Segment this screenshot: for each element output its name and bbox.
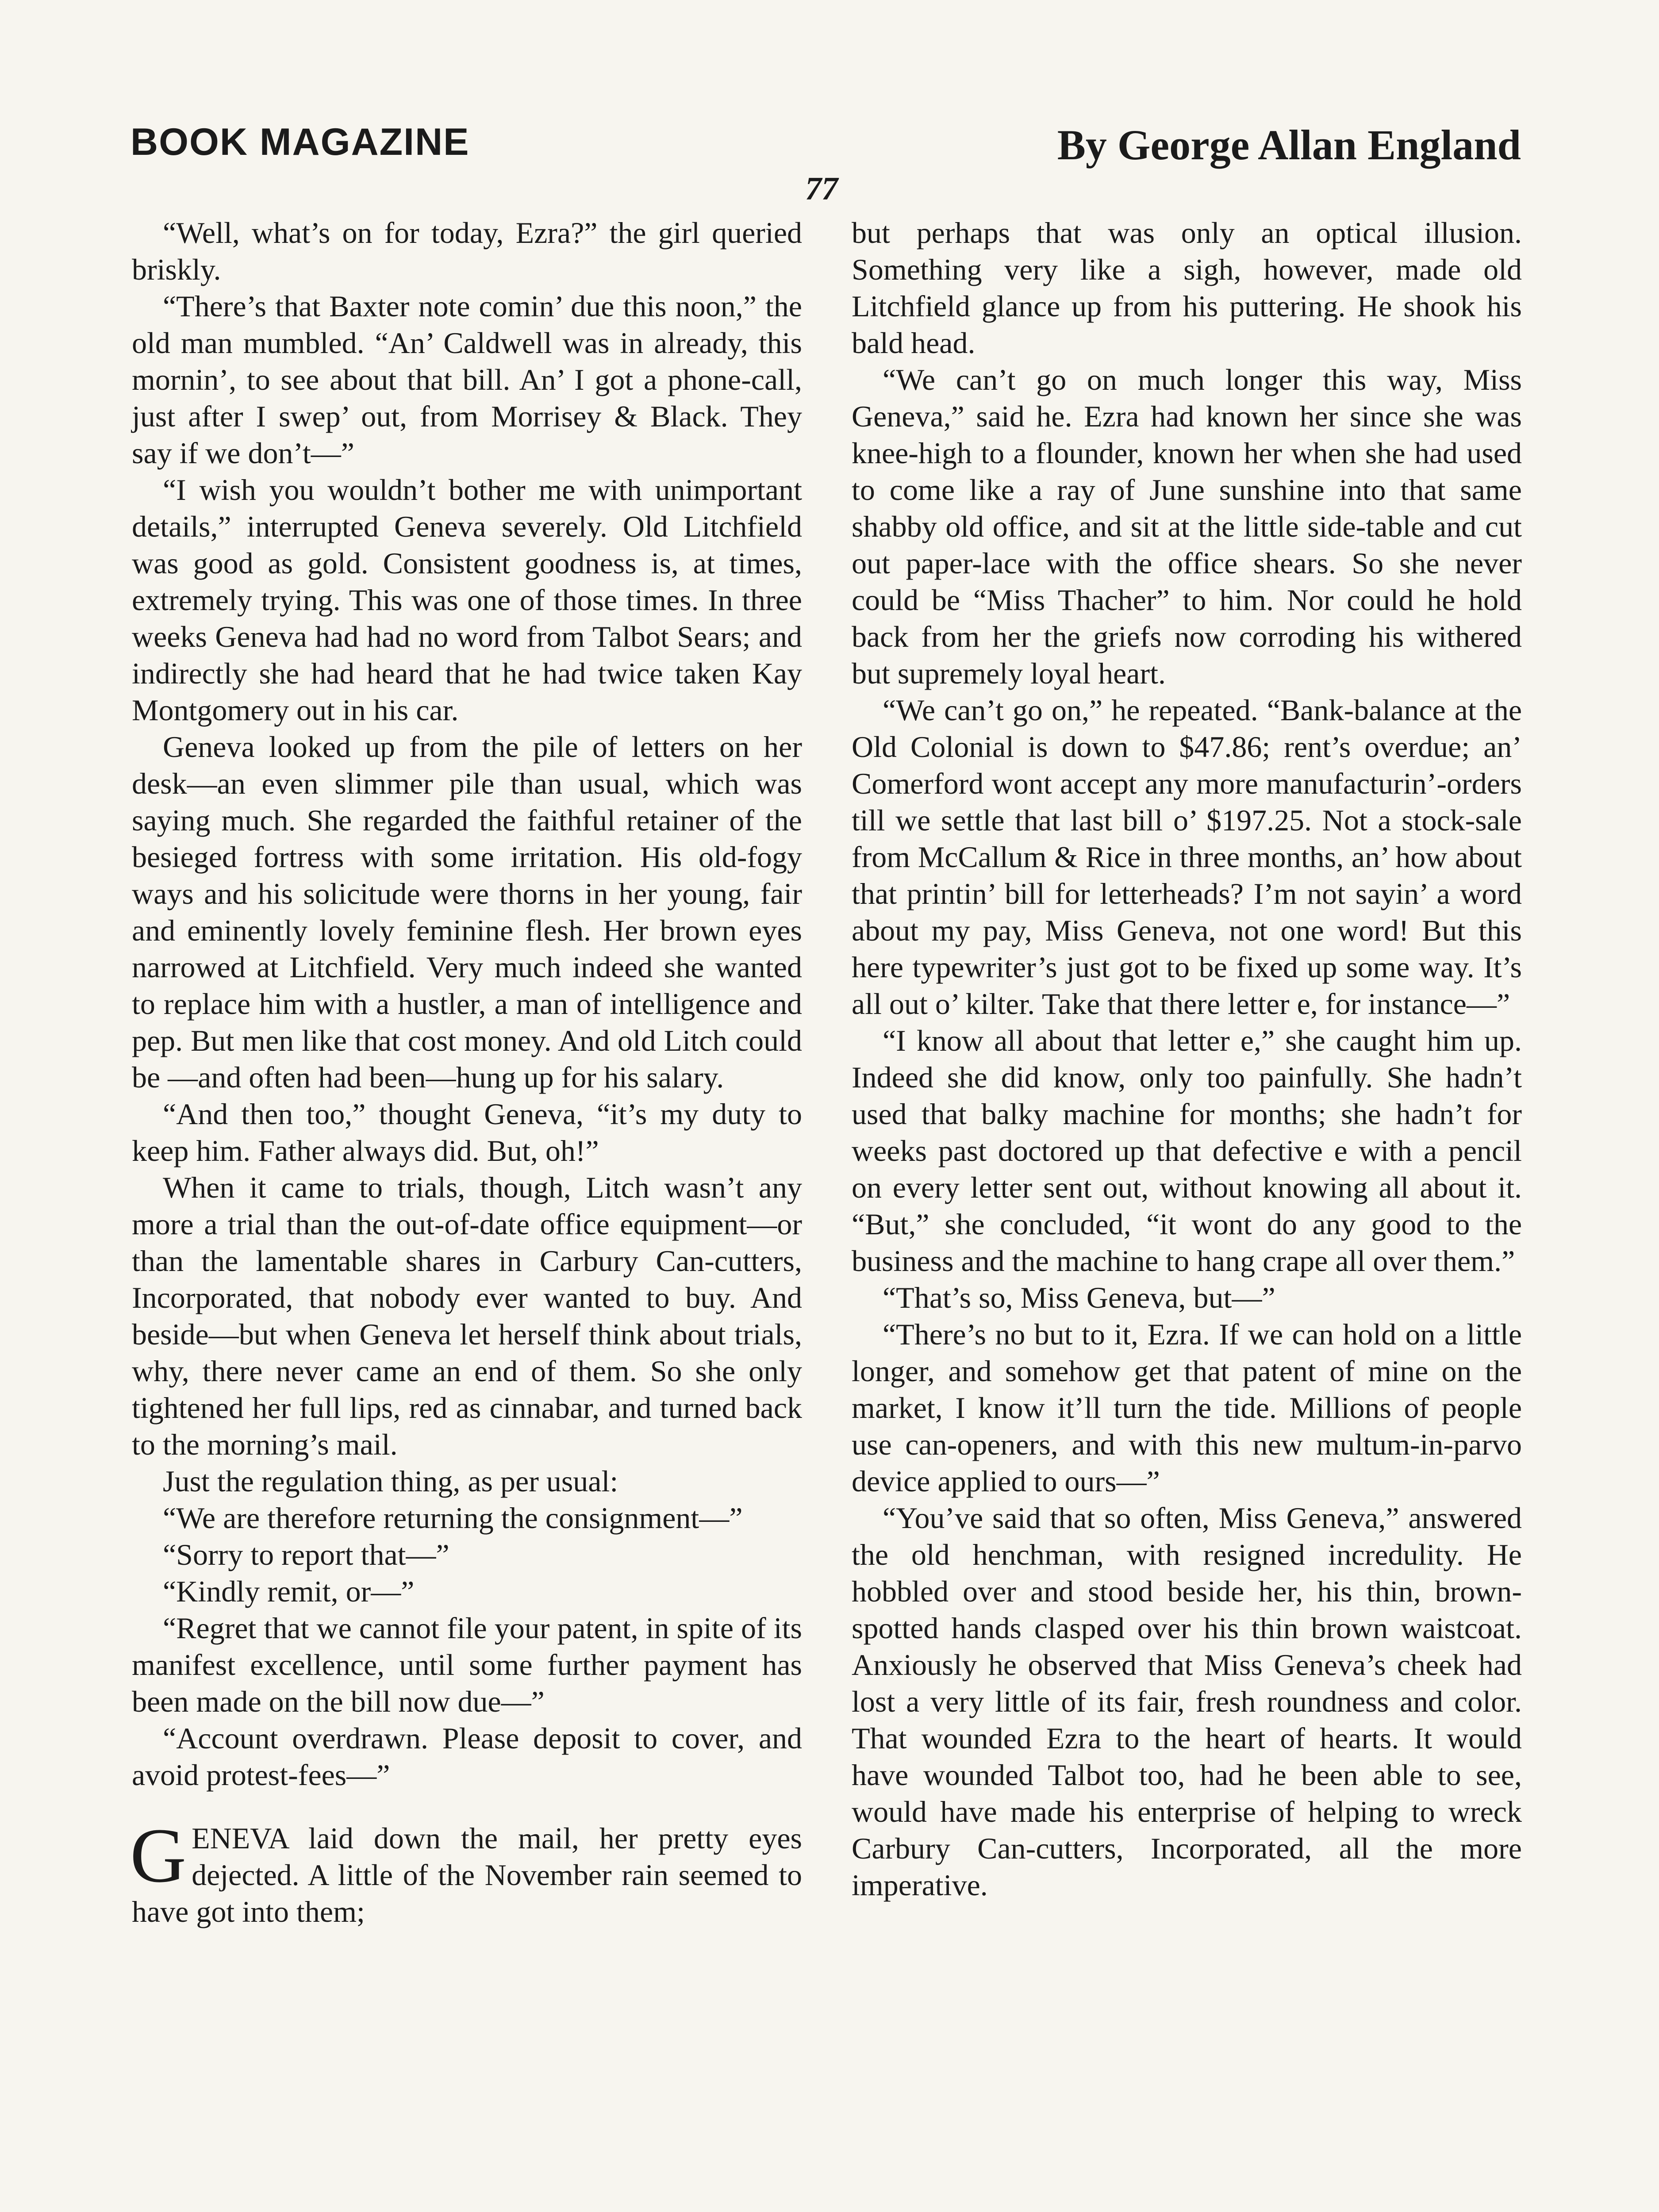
paragraph: “Account overdrawn. Please deposit to cover, and avoid protest-fees—”	[132, 1721, 802, 1792]
paragraph: “I know all about that letter e,” she caught him up. Indeed she did know, only too painfully. She hadn’t used that balky machine for months; she hadn’t for weeks past doctored up that defective e with a pencil on every letter sent out, without knowing all about it. “But,” she concluded, “it wont do any good to the business and the machine to hang crape all over them.”	[852, 1024, 1522, 1278]
paragraph: “And then too,” thought Geneva, “it’s my duty to keep him. Father always did. But, oh!”	[132, 1097, 802, 1167]
magazine-title: BOOK MAGAZINE	[131, 121, 470, 163]
paragraph: “I wish you wouldn’t bother me with unimportant details,” interrupted Geneva severely. Old Litchfield was good as gold. Consistent goodness is, at times, extremely trying. This was one of those times. In three weeks Geneva had had no word from Talbot Sears; and indirectly she had heard that he had twice taken Kay Montgomery out in his car.	[132, 473, 802, 727]
right-column	[852, 215, 1522, 1904]
left-column	[132, 215, 802, 1930]
paragraph: Just the regulation thing, as per usual:	[163, 1464, 618, 1498]
paragraph: “We are therefore returning the consignment—”	[163, 1501, 743, 1535]
paragraph: but perhaps that was only an optical illusion. Something very like a sigh, however, made old Litchfield glance up from his puttering. He shook his bald head.	[852, 216, 1522, 360]
paragraph: “Sorry to report that—”	[163, 1538, 449, 1571]
paragraph: When it came to trials, though, Litch wasn’t any more a trial than the out-of-date office equipment—or than the lamentable shares in Carbury Can-cutters, Incorporated, that nobody ever wanted to buy. And beside—but when Geneva let herself think about trials, why, there never came an end of them. So she only tightened her full lips, red as cinnabar, and turned back to the morning’s mail.	[132, 1171, 802, 1461]
paragraph: “Kindly remit, or—”	[163, 1575, 415, 1608]
dropcap-paragraph-text: ENEVA laid down the mail, her pretty eyes dejected. A little of the November rain seemed to have got into them;	[132, 1821, 802, 1928]
paragraph: “Well, what’s on for today, Ezra?” the girl queried briskly.	[132, 216, 802, 286]
dropcap-paragraph	[130, 1813, 802, 1930]
paragraph: Geneva looked up from the pile of letters on her desk—an even slimmer pile than usual, which was saying much. She regarded the faithful retainer of the besieged fortress with some irritation. His old-fogy ways and his solicitude were thorns in her young, fair and eminently lovely feminine flesh. Her brown eyes narrowed at Litchfield. Very much indeed she wanted to replace him with a hustler, a man of intelligence and pep. But men like that cost money. And old Litch could be —and often had been—hung up for his salary.	[132, 730, 802, 1094]
paragraph: “You’ve said that so often, Miss Geneva,” answered the old henchman, with resigned incredulity. He hobbled over and stood beside her, his thin, brown-spotted hands clasped over his thin brown waistcoat. Anxiously he observed that Miss Geneva’s cheek had lost a very little of its fair, fresh roundness and color. That wounded Ezra to the heart of hearts. It would have wounded Talbot too, had he been able to see, would have made his enterprise of helping to wreck Carbury Can-cutters, Incorporated, all the more imperative.	[852, 1501, 1522, 1902]
author-byline: By George Allan England	[1057, 121, 1521, 169]
paragraph: “That’s so, Miss Geneva, but—”	[883, 1281, 1275, 1314]
paragraph: “We can’t go on much longer this way, Miss Geneva,” said he. Ezra had known her since she was knee-high to a flounder, known her when she had used to come like a ray of June sunshine into that same shabby old office, and sit at the little side-table and cut out paper-lace with the office shears. So she never could be “Miss Thacher” to him. Nor could he hold back from her the griefs now corroding his withered but supremely loyal heart.	[852, 363, 1522, 690]
paragraph: “We can’t go on,” he repeated. “Bank-balance at the Old Colonial is down to $47.86; rent’s overdue; an’ Comerford wont accept any more manufacturin’-orders till we settle that last bill o’ $197.25. Not a stock-sale from McCallum & Rice in three months, an’ how about that printin’ bill for letterheads? I’m not sayin’ a word about my pay, Miss Geneva, not one word! But this here typewriter’s just got to be fixed up some way. It’s all out o’ kilter. Take that there letter e, for instance—”	[852, 693, 1522, 1021]
paragraph: “Regret that we cannot file your patent, in spite of its manifest excellence, until some further payment has been made on the bill now due—”	[132, 1611, 802, 1718]
page-number: 77	[805, 171, 838, 207]
paragraph: “There’s no but to it, Ezra. If we can hold on a little longer, and somehow get that patent of mine on the market, I know it’ll turn the tide. Millions of people use can-openers, and with this new multum-in-parvo device applied to ours—”	[852, 1317, 1522, 1498]
paragraph: “There’s that Baxter note comin’ due this noon,” the old man mumbled. “An’ Caldwell was in already, this mornin’, to see about that bill. An’ I got a phone-call, just after I swep’ out, from Morrisey & Black. They say if we don’t—”	[132, 289, 802, 470]
drop-cap-letter: G	[130, 1813, 187, 1899]
